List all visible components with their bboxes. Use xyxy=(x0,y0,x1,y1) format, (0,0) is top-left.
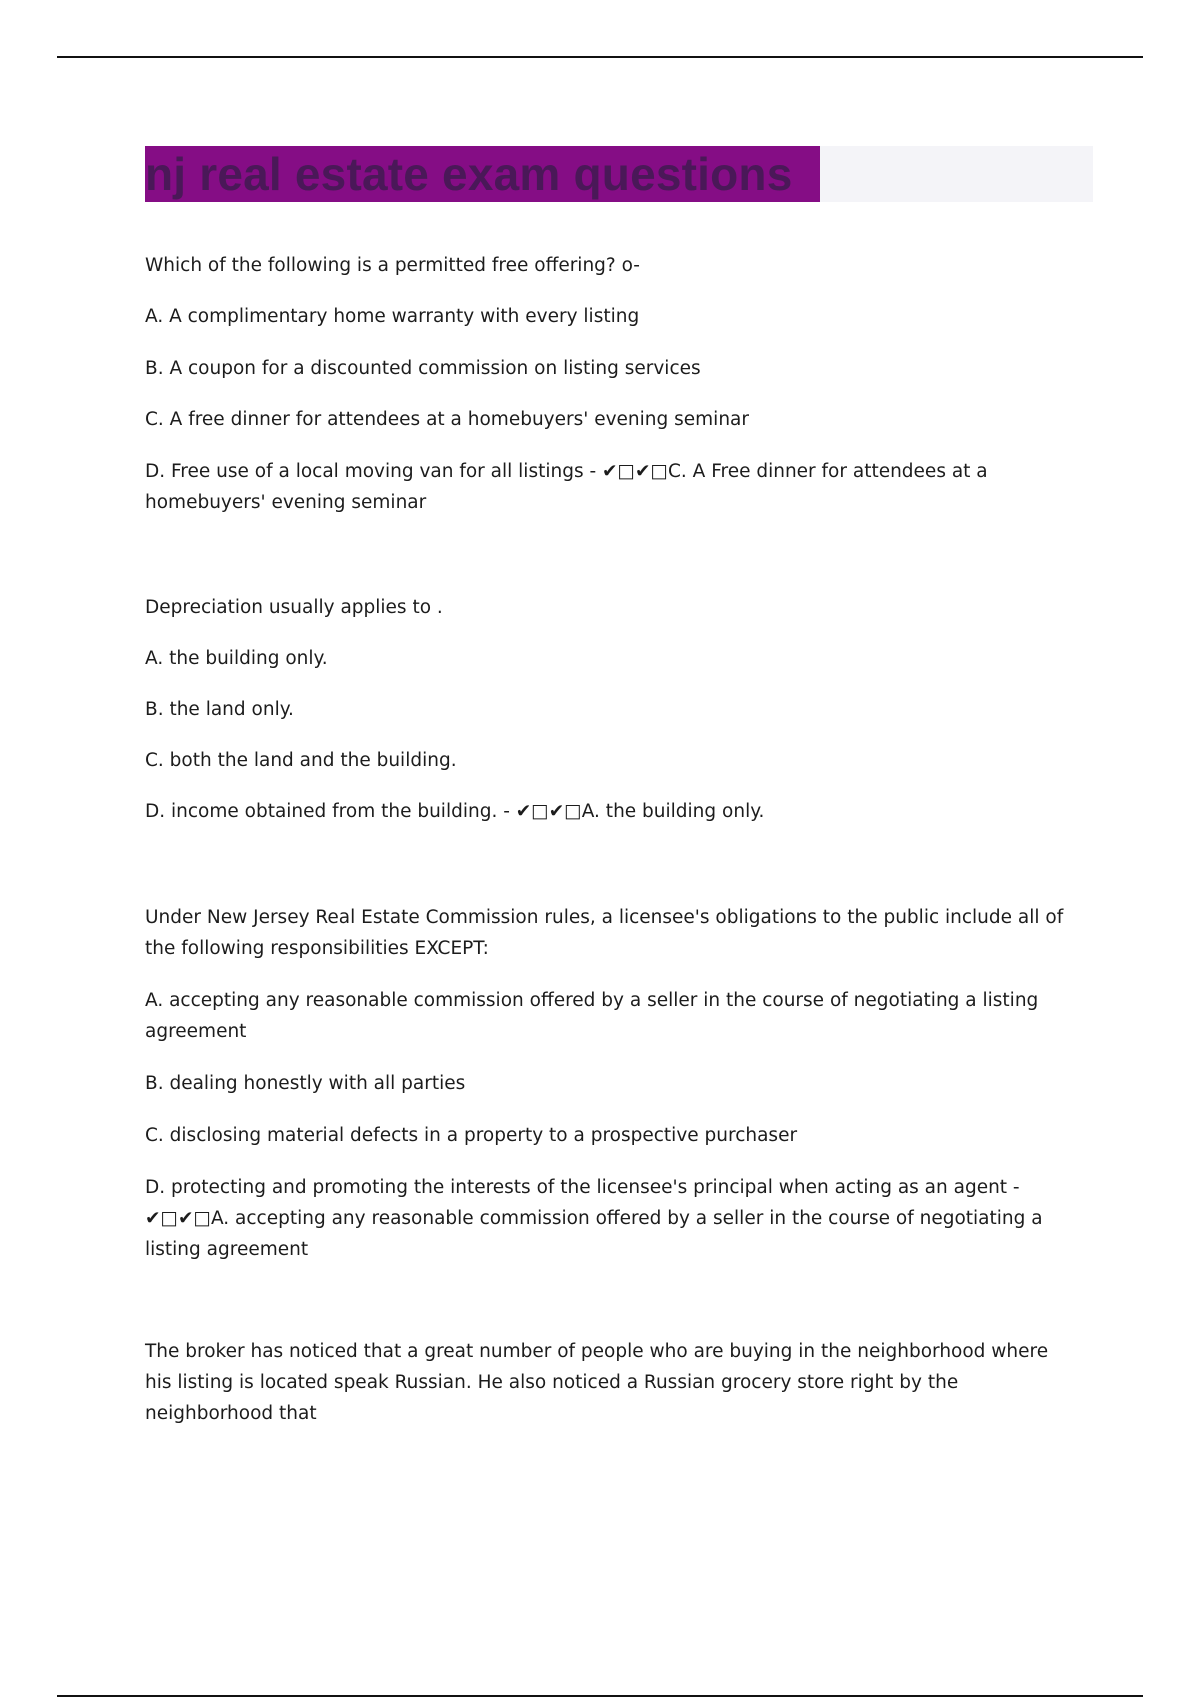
answer-option: D. protecting and promoting the interests of the licensee's principal when acting as an agent - ✔□✔□A. accepting any reasonable commission offered by a seller in the course of negotiating a listing agreement xyxy=(145,1177,1043,1260)
question-prompt: Depreciation usually applies to . xyxy=(145,597,443,618)
document-title: nj real estate exam questions xyxy=(145,148,793,200)
answer-option: A. A complimentary home warranty with every listing xyxy=(145,306,640,327)
answer-option: D. Free use of a local moving van for all listings - ✔□✔□C. A Free dinner for attendees at a homebuyers' evening seminar xyxy=(145,461,988,513)
answer-option: A. accepting any reasonable commission offered by a seller in the course of negotiating a listing agreement xyxy=(145,990,1039,1042)
answer-option: B. dealing honestly with all parties xyxy=(145,1073,466,1094)
answer-option: B. A coupon for a discounted commission on listing services xyxy=(145,358,701,379)
title-highlight xyxy=(145,146,820,202)
answer-option: D. income obtained from the building. - ✔□✔□A. the building only. xyxy=(145,801,765,822)
bottom-rule xyxy=(57,1695,1143,1697)
answer-option: C. A free dinner for attendees at a homebuyers' evening seminar xyxy=(145,409,749,430)
answer-option: B. the land only. xyxy=(145,699,294,720)
top-rule xyxy=(57,56,1143,58)
question-prompt: The broker has noticed that a great number of people who are buying in the neighborhood where his listing is located speak Russian. He also noticed a Russian grocery store right by the neighborhood that xyxy=(145,1341,1049,1424)
question-prompt: Which of the following is a permitted free offering? o- xyxy=(145,255,640,276)
answer-option: C. disclosing material defects in a property to a prospective purchaser xyxy=(145,1125,798,1146)
answer-option: C. both the land and the building. xyxy=(145,750,457,771)
answer-option: A. the building only. xyxy=(145,648,328,669)
question-prompt: Under New Jersey Real Estate Commission rules, a licensee's obligations to the public include all of the following responsibilities EXCEPT: xyxy=(145,907,1064,959)
